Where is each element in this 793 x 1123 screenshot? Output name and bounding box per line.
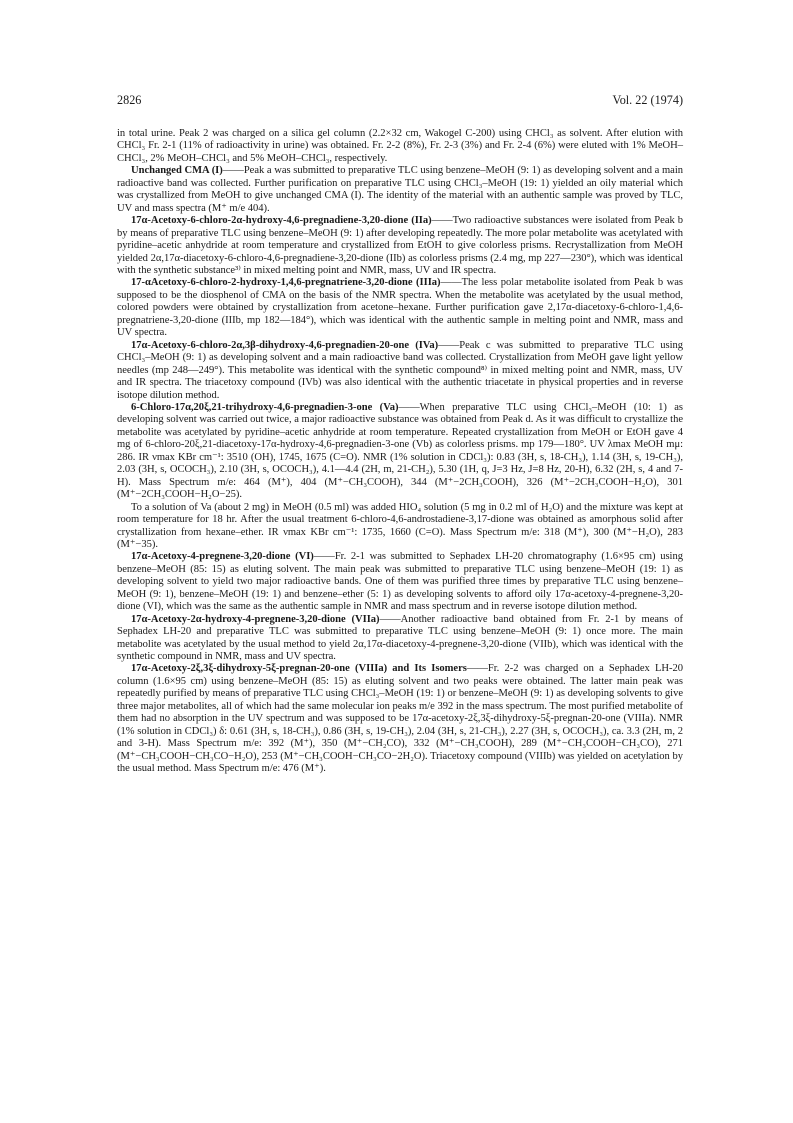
paragraph-hio4-oxidation: [117, 502, 683, 552]
paragraph-compound-vi: [117, 551, 683, 613]
page-number: 2826: [117, 93, 142, 107]
section-heading: 17α-Acetoxy-2ξ,3ξ-dihydroxy-5ξ-pregnan-20-one (VIIIa) and Its Isomers: [131, 663, 467, 675]
section-heading: 6-Chloro-17α,20ξ,21-trihydroxy-4,6-pregnadien-3-one (Va): [131, 401, 399, 413]
paragraph-compound-iiia: [117, 277, 683, 339]
paragraph-text: ——Peak c was submitted to preparative TLC using CHCl₃–MeOH (9: 1) as developing solvent and a main radioactive band was collected. Crystallization from MeOH gave light yellow needles (mp 248—249°). This metabolite was identical with the synthetic compound⁸⁾ in mixed melting point and NMR, mass, UV and IR spectra. The triacetoxy compound (IVb) was also identical with the authentic triacetate in physical properties and in reverse isotope dilution method.: [117, 339, 684, 401]
section-heading: Unchanged CMA (I): [131, 165, 223, 177]
journal-volume: Vol. 22 (1974): [612, 93, 683, 107]
paragraph-text: ——Two radioactive substances were isolated from Peak b by means of preparative TLC using benzene–MeOH (9: 1) after developing repeatedly. The more polar metabolite was acetylated with pyridine–acetic anhydride at room temperature and crystallized from EtOH to give colorless prisms. Recrystallization from MeOH yielded 2α,17α-diacetoxy-6-chloro-4,6-pregnadiene-3,20-dione (IIb) as colorless prisms (2.4 mg, mp 227—230°), which was identical with the synthetic substance³⁾ in mixed melting point and NMR, mass, UV and IR spectra.: [117, 215, 683, 276]
paragraph-text: in total urine. Peak 2 was charged on a silica gel column (2.2×32 cm, Wakogel C-200) using CHCl₃ as solvent. After elution with CHCl₃ Fr. 2-1 (11% of radioactivity in urine) was obtained. Fr. 2-2 (8%), Fr. 2-3 (3%) and Fr. 2-4 (6%) were eluted with 1% MeOH–CHCl₃, 2% MeOH–CHCl₃ and 5% MeOH–CHCl₃, respectively.: [117, 128, 683, 164]
body-text: [117, 128, 683, 776]
section-heading: 17α-Acetoxy-6-chloro-2α,3β-dihydroxy-4,6-pregnadien-20-one (IVa): [131, 339, 439, 351]
section-heading: 17-αAcetoxy-6-chloro-2-hydroxy-1,4,6-pregnatriene-3,20-dione (IIIa): [131, 277, 441, 289]
paragraph-compound-va: [117, 402, 683, 502]
paragraph-text: ——The less polar metabolite isolated from Peak b was supposed to be the diosphenol of CMA on the basis of the NMR spectra. When the metabolite was acetylated by the usual method, colored powders were obtained by crystallization from acetone–hexane. Further purification gave 2,17α-diacetoxy-6-chloro-1,4,6-pregnatriene-3,20-dione (IIIb, mp 182—184°), which was identical with the authentic sample in melting point and NMR, mass and UV spectra.: [117, 277, 683, 339]
section-heading: 17α-Acetoxy-6-chloro-2α-hydroxy-4,6-pregnadiene-3,20-dione (IIa): [131, 215, 432, 227]
paragraph-unchanged-cma: [117, 165, 683, 215]
paragraph-text: ——Peak a was submitted to preparative TLC using benzene–MeOH (9: 1) as developing solvent and a main radioactive band was collected. Further purification on preparative TLC using CHCl₃–MeOH (19: 1) yielded an oily material which was crystallized from MeOH to give unchanged CMA (I). The identity of the material with an authentic sample was proved by TLC, UV and mass spectra (M⁺ m/e 404).: [117, 165, 683, 214]
paragraph-compound-viiia: [117, 663, 683, 775]
section-heading: 17α-Acetoxy-2α-hydroxy-4-pregnene-3,20-dione (VIIa): [131, 613, 380, 625]
paragraph-text: ——Fr. 2-1 was submitted to Sephadex LH-20 chromatography (1.6×95 cm) using benzene–MeOH (85: 15) as eluting solvent. The main peak was submitted to preparative TLC using benzene–MeOH (19: 1) as developing solvent to yield two major radioactive bands. One of them was purified three times by preparative TLC using benzene–MeOH (9: 1), benzene–MeOH (19: 1) and benzene–ether (5: 1) as developing solvents to afford oily 17α-acetoxy-4-pregnene-3,20-dione (VI), which was the same as the authentic sample in NMR and mass spectrum and in reverse isotope dilution method.: [117, 551, 683, 613]
paragraph-compound-viia: [117, 614, 683, 664]
paragraph-text: To a solution of Va (about 2 mg) in MeOH (0.5 ml) was added HIO₄ solution (5 mg in 0.2 ml of H₂O) and the mixture was kept at room temperature for 18 hr. After the usual treatment 6-chloro-4,6-androstadiene-3,17-dione was obtained as amorphous solid after crystallization from hexane–ether. IR νmax KBr cm⁻¹: 1735, 1660 (C=O). Mass Spectrum m/e: 318 (M⁺), 300 (M⁺−H₂O), 283 (M⁺−35).: [117, 501, 683, 550]
paragraph-text: ——When preparative TLC using CHCl₃–MeOH (10: 1) as developing solvent was carried out twice, a major radioactive substance was obtained from Peak d. As it was difficult to crystallize the metabolite was acetylated by pyridine–acetic anhydride at room temperature. Repeated crystallization from MeOH or EtOH gave 4 mg of 6-chloro-20ξ,21-diacetoxy-17α-hydroxy-4,6-pregnadien-3-one (Vb) as colorless prisms. mp 179—180°. UV λmax MeOH mμ: 286. IR νmax KBr cm⁻¹: 3510 (OH), 1745, 1675 (C=O). NMR (1% solution in CDCl₃): 0.83 (3H, s, 18-CH₃), 1.14 (3H, s, 19-CH₃), 2.03 (3H, s, OCOCH₃), 2.10 (3H, s, OCOCH₃), 4.1—4.4 (2H, m, 21-CH₂), 5.30 (1H, q, J=3 Hz, J=8 Hz, 20-H), 6.32 (2H, s, 4 and 7-H). Mass Spectrum m/e: 464 (M⁺), 404 (M⁺−CH₃COOH), 344 (M⁺−2CH₃COOH), 326 (M⁺−2CH₃COOH−H₂O), 301 (M⁺−2CH₃COOH−H₂O−25).: [117, 401, 683, 501]
paragraph-text: ——Another radioactive band obtained from Fr. 2-1 by means of Sephadex LH-20 and preparative TLC was submitted to preparative TLC using benzene–MeOH (9: 1) once more. The main metabolite was acetylated by the usual method to yield 2α,17α-diacetoxy-4-pregnene-3,20-dione (VIIb), which was identical with the synthetic compound in NMR, mass and UV spectra.: [117, 613, 683, 663]
paragraph-compound-iva: [117, 340, 683, 402]
paragraph-urine-fractions: [117, 128, 683, 165]
section-heading: 17α-Acetoxy-4-pregnene-3,20-dione (VI): [131, 551, 314, 563]
paragraph-text: ——Fr. 2-2 was charged on a Sephadex LH-20 column (1.6×95 cm) using benzene–MeOH (85: 15) as eluting solvent and two peaks were obtained. The latter main peak was repeatedly purified by means of preparative TLC using CHCl₃–MeOH (19: 1) or benzene–MeOH (9: 1) as developing solvents to give three major metabolites, all of which had the same molecular ion peaks m/e 392 in the mass spectrum. The most purified metabolite of them had no absorption in the UV spectrum and was supposed to be 17α-acetoxy-2ξ,3ξ-dihydroxy-5ξ-pregnan-20-one (VIIIa). NMR (1% solution in CDCl₃) δ: 0.61 (3H, s, 18-CH₃), 0.86 (3H, s, 19-CH₃), 2.04 (3H, s, 21-CH₃), 2.27 (3H, s, OCOCH₃), ca. 3.3 (2H, m, 2 and 3-H). Mass Spectrum m/e: 392 (M⁺), 350 (M⁺−CH₂CO), 332 (M⁺−CH₃COOH), 289 (M⁺−CH₃COOH−CH₃CO), 271 (M⁺−CH₃COOH−CH₃CO−H₂O), 253 (M⁺−CH₃COOH−CH₃CO−2H₂O). Triacetoxy compound (VIIIb) was yielded on acetylation by the usual method. Mass Spectrum m/e: 476 (M⁺).: [117, 663, 683, 775]
paragraph-compound-iia: [117, 215, 683, 277]
page-header: [117, 93, 683, 108]
